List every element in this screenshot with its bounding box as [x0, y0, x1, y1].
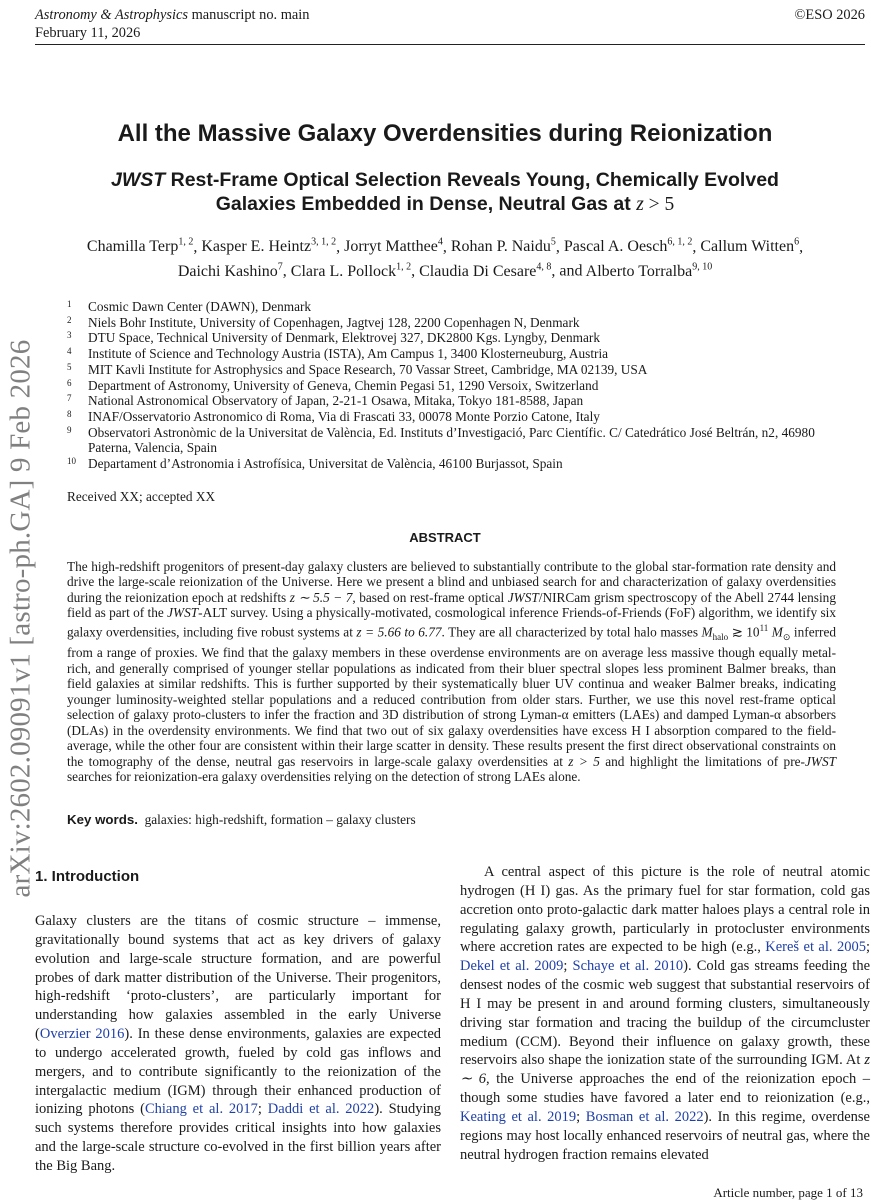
intro-right-column [460, 863, 870, 1165]
header-rule [35, 44, 865, 45]
author: Kasper E. Heintz$^{3, 1, 2}$ [201, 237, 337, 256]
affiliation: 4 Institute of Science and Technology Austria (ISTA), Am Campus 1, 3400 Klosterneuburg, Austria [67, 346, 609, 362]
received-line: Received XX; accepted XX [67, 489, 216, 504]
intro-paragraph: Galaxy clusters are the titans of cosmic structure – immense, gravitationally bound systems that act as key drivers of galaxy evolution and large-scale structure formation, and are powerful probes of dark matter distribution of the Universe. Their progenitors, high-redshift ‘proto-clusters’, are particularly important for understanding how galaxies assembled in the early Universe (Overzier 2016). In these dense environments, galaxies are expected to undergo accelerated growth, fueled by cold gas inflows and mergers, and to contribute significantly to the reionization of the intergalactic medium (IGM) through their enhanced production of ionizing photons (Chiang et al. 2017; Daddi et al. 2022). Studying such systems therefore provides critical insights into how galaxies and the large-scale structure co-evolved in the first billion years after the Big Bang. [35, 913, 442, 1174]
abstract-heading: ABSTRACT [409, 530, 481, 545]
keywords [67, 812, 416, 828]
journal-name: Astronomy & Astrophysics [35, 7, 188, 23]
affiliation: 9 Observatori Astronòmic de la Universitat de València, Ed. Instituts d’Investigació, Parc Científic. C/ Catedrático José Beltrán, n2, 46980 Paterna, Valencia, Spain [67, 424, 815, 456]
header-date: February 11, 2026 [35, 25, 141, 41]
author: Clara L. Pollock$^{1, 2}$ [290, 261, 412, 280]
copyright: ©ESO 2026 [794, 7, 865, 23]
intro-left-column [35, 912, 441, 1176]
running-header [35, 6, 865, 42]
page-footer: Article number, page 1 of 13 [713, 1185, 863, 1200]
author: Alberto Torralba$^{9, 10}$ [585, 261, 713, 280]
affiliation: 3 DTU Space, Technical University of Denmark, Elektrovej 327, DK2800 Kgs. Lyngby, Denmark [67, 330, 600, 346]
affiliation: 10 Departament d’Astronomia i Astrofísica, Universitat de València, 46100 Burjassot, Spain [67, 456, 563, 472]
abstract-body: The high-redshift progenitors of present-day galaxy clusters are believed to substantially contribute to the global star-formation rate density and drive the large-scale reionization of the Universe. Here we present a blind and unbiased search for and characterization of galaxy overdensities during the reionization epoch at redshifts z ∼ 5.5 − 7, based on rest-frame optical JWST/NIRCam grism spectroscopy of the Abell 2744 lensing field as part of the JWST-ALT survey. Using a physically-motivated, cosmological inference Friends-of-Friends (FoF) algorithm, we identify six galaxy overdensities, including five robust systems at z = 5.66 to 6.77. They are all characterized by total halo masses $M_{halo}$ ≳ $10^{11}$ $M_⊙$ inferred from a range of proxies. We find that the galaxy members in these overdense environments are on average less massive though equally metal-rich, and generally comprised of younger stellar populations as indicated from their bluer spectral slopes less prominent Balmer breaks, than field galaxies at similar redshifts. This is further supported by their systematically bluer UV continua and weaker Balmer breaks, indicating younger luminosity-weighted stellar populations and a reduced contribution from older stars. Further, we use this novel rest-frame optical selection of galaxy proto-clusters to infer the fraction and 3D distribution of strong Lyman-α emitters (LAEs) and damped Lyman-α absorbers (DLAs) in the overdensity environments. We find that two out of six galaxy overdensities have excess H I absorption compared to the field-average, while the other four are consistent within their large scatter in density. These results present the first direct observational constraints on the tomography of the dense, neutral gas reservoirs in large-scale galaxy overdensities at z > 5 and highlight the limitations of pre-JWST searches for reionization-era galaxy overdensities relying on the detection of strong LAEs alone. [67, 559, 837, 784]
citation-link[interactable]: Bosman et al. 2022 [585, 1108, 704, 1125]
journal-line [35, 6, 865, 24]
affiliation-list [67, 299, 857, 472]
citation-link[interactable]: Kereš et al. 2005 [765, 939, 866, 956]
subtitle-line1: Rest-Frame Optical Selection Reveals Young, Chemically Evolved [165, 169, 779, 191]
manuscript-label: manuscript no. main [191, 7, 310, 23]
paper-subtitle [60, 168, 830, 217]
citation-link[interactable]: Chiang et al. 2017 [144, 1101, 258, 1118]
subtitle-line2: Galaxies Embedded in Dense, Neutral Gas at [215, 193, 637, 215]
author-and: and [559, 262, 583, 280]
citation-link[interactable]: Daddi et al. 2022 [267, 1101, 375, 1118]
author: Pascal A. Oesch$^{6, 1, 2}$ [563, 237, 693, 256]
section-heading: 1. Introduction [35, 868, 140, 885]
affiliation: 7 National Astronomical Observatory of Japan, 2-21-1 Osawa, Mitaka, Tokyo 181-8588, Japan [67, 393, 584, 409]
author: Claudia Di Cesare$^{4, 8}$ [419, 261, 552, 280]
intro-paragraph: A central aspect of this picture is the role of neutral atomic hydrogen (H I) gas. As the primary fuel for star formation, cold gas accretion onto proto-galactic dark matter haloes plays a central role in regulating galaxy growth, particularly in protocluster environments where accretion rates are expected to be high (e.g., Kereš et al. 2005; Dekel et al. 2009; Schaye et al. 2010). Cold gas streams feeding the densest nodes of the cosmic web suggest that substantial reservoirs of H I may be present in and around forming clusters, simultaneously driving star formation and tracing the buildup of the circumcluster medium (CCM). Beyond their influence on galaxy growth, these reservoirs also shape the ionization state of the surrounding IGM. At z ∼ 6, the Universe approaches the end of the reionization epoch – though some studies have favored a later end to reionization (e.g., Keating et al. 2019; Bosman et al. 2022). In this regime, overdense regions may host locally enhanced reservoirs of neutral gas, where the neutral hydrogen fraction remains elevated [460, 864, 871, 1163]
author: Daichi Kashino$^7$ [177, 261, 283, 280]
affiliation: 2 Niels Bohr Institute, University of Copenhagen, Jagtvej 128, 2200 Copenhagen N, Denmark [67, 314, 580, 330]
subtitle-jwst: JWST [111, 169, 166, 191]
author: Rohan P. Naidu$^5$ [450, 237, 556, 256]
affiliation: 1 Cosmic Dawn Center (DAWN), Denmark [67, 299, 312, 314]
author-list: Chamilla Terp$^{1, 2}$, Kasper E. Heintz$^{3, 1, 2}$, Jorryt Matthee$^4$, Rohan P. Naidu$^5$, Pascal A. Oesch$^{6, 1, 2}$, Callum Witten$^6$, Daichi Kashino$^7$, Clara L. Pollock$^{1, 2}$, Claudia Di Cesare$^{4, 8}$, and Alberto Torralba$^{9, 10}$ [86, 237, 804, 280]
citation-link[interactable]: Keating et al. 2019 [460, 1108, 577, 1125]
citation-link[interactable]: Schaye et al. 2010 [572, 958, 684, 975]
author: Callum Witten$^6$ [700, 237, 800, 256]
author: Jorryt Matthee$^4$ [344, 237, 443, 256]
paper-title: All the Massive Galaxy Overdensities during Reionization [117, 120, 773, 147]
subtitle-cond: > 5 [643, 194, 675, 215]
affiliation: 8 INAF/Osservatorio Astronomico di Roma, Via di Frascati 33, 00078 Monte Porzio Catone, Italy [67, 408, 600, 424]
subtitle-z: z [636, 194, 644, 215]
keywords-label: Key words. [67, 812, 138, 827]
affiliation: 6 Department of Astronomy, University of Geneva, Chemin Pegasi 51, 1290 Versoix, Switzerland [67, 377, 599, 393]
author: Chamilla Terp$^{1, 2}$ [86, 237, 194, 256]
arxiv-sidebar [0, 293, 42, 943]
keywords-text: galaxies: high-redshift, formation – galaxy clusters [144, 812, 416, 827]
citation-link[interactable]: Dekel et al. 2009 [460, 958, 564, 975]
affiliation: 5 MIT Kavli Institute for Astrophysics and Space Research, 70 Vassar Street, Cambridge, MA 02139, USA [67, 361, 648, 377]
citation-link[interactable]: Overzier 2016 [39, 1026, 125, 1043]
arxiv-id: arXiv:2602.09091v1 [astro-ph.GA] 9 Feb 2026 [4, 339, 37, 897]
